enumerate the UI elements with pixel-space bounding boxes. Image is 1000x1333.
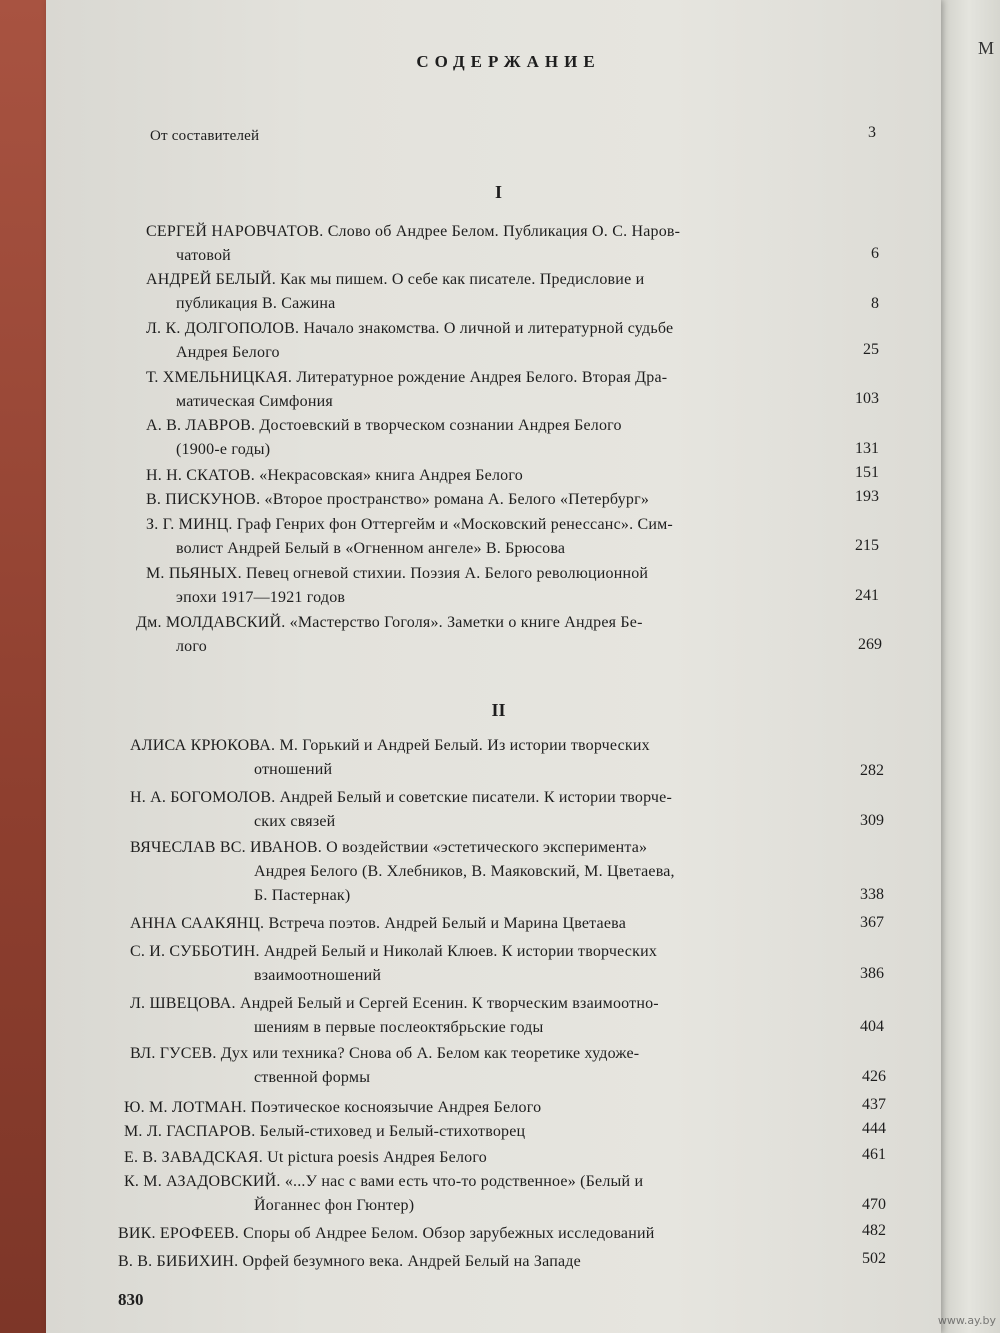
toc-page-number: 25 [863, 341, 879, 358]
toc-entry: Л. К. ДОЛГОПОЛОВ. Начало знакомства. О личной и литературной судьбе Андрея Белого [146, 320, 674, 361]
toc-entry: В. ПИСКУНОВ. «Второе пространство» романа А. Белого «Петербург» [146, 491, 650, 508]
toc-page-number: 338 [860, 886, 884, 903]
toc-entry: Н. А. БОГОМОЛОВ. Андрей Белый и советские писатели. К истории творче- ских связей [130, 789, 672, 830]
section-numeral-2: II [491, 700, 506, 720]
toc-page-number: 502 [862, 1250, 886, 1267]
toc-page-number: 8 [871, 295, 879, 312]
toc-page-number: 241 [855, 587, 879, 604]
toc-page-number: 437 [862, 1096, 886, 1113]
edge-letter: M [977, 38, 994, 58]
toc-entry: АННА СААКЯНЦ. Встреча поэтов. Андрей Белый и Марина Цветаева [130, 915, 627, 932]
toc-entry: С. И. СУББОТИН. Андрей Белый и Николай Клюев. К истории творческих взаимоотношений [130, 943, 658, 984]
toc-entry: В. В. БИБИХИН. Орфей безумного века. Андрей Белый на Западе [118, 1253, 581, 1270]
toc-entry: М. ПЬЯНЫХ. Певец огневой стихии. Поэзия А. Белого революционной эпохи 1917—1921 годов [146, 565, 649, 606]
toc-intro: От составителей [150, 128, 260, 144]
toc-page-number: 103 [855, 390, 879, 407]
watermark: www.ay.by [937, 1314, 996, 1327]
toc-page-number: 426 [862, 1068, 886, 1085]
toc-page-number: 482 [862, 1222, 886, 1239]
toc-page-number: 131 [855, 440, 879, 457]
toc-page-number: 215 [855, 537, 879, 554]
toc-page-number: 269 [858, 636, 882, 653]
toc-page-number: 461 [862, 1146, 886, 1163]
page-number: 830 [118, 1290, 144, 1309]
toc-entry: ВЛ. ГУСЕВ. Дух или техника? Снова об А. Белом как теоретике художе- ственной формы [130, 1045, 640, 1086]
toc-page-number: 151 [855, 464, 879, 481]
section-numeral-1: I [494, 182, 502, 202]
toc-entry: Н. Н. СКАТОВ. «Некрасовская» книга Андрея Белого [146, 467, 523, 484]
toc-page-number: 282 [860, 762, 884, 779]
toc-page-number: 386 [860, 965, 884, 982]
toc-page-number: 193 [855, 488, 879, 505]
toc-page-number: 470 [862, 1196, 886, 1213]
toc-entry: А. В. ЛАВРОВ. Достоевский в творческом сознании Андрея Белого (1900-е годы) [146, 417, 622, 458]
toc-entry: АЛИСА КРЮКОВА. М. Горький и Андрей Белый. Из истории творческих отношений [130, 737, 650, 778]
toc-entry: К. М. АЗАДОВСКИЙ. «...У нас с вами есть что-то родственное» (Белый и Йоганнес фон Гюнтер) [124, 1173, 644, 1214]
toc-entry: Е. В. ЗАВАДСКАЯ. Ut pictura poesis Андрея Белого [124, 1149, 487, 1166]
toc-page-number: 6 [871, 245, 879, 262]
toc-intro-page: 3 [868, 124, 876, 141]
toc-entry: М. Л. ГАСПАРОВ. Белый-стиховед и Белый-стихотворец [124, 1123, 526, 1140]
toc-entry: ВИК. ЕРОФЕЕВ. Споры об Андрее Белом. Обзор зарубежных исследований [118, 1225, 655, 1242]
toc-entry: ВЯЧЕСЛАВ ВС. ИВАНОВ. О воздействии «эстетического эксперимента» Андрея Белого (В. Хлебников, В. Маяковский, М. Цветаева, Б. Пастернак) [130, 839, 675, 904]
adjacent-page-edge [938, 0, 1000, 1333]
toc-entry: З. Г. МИНЦ. Граф Генрих фон Оттергейм и «Московский ренессанс». Сим- волист Андрей Белый в «Огненном ангеле» В. Брюсова [146, 516, 673, 557]
toc-page-number: 309 [860, 812, 884, 829]
book-page [46, 0, 941, 1333]
toc-entry: Ю. М. ЛОТМАН. Поэтическое косноязычие Андрея Белого [124, 1099, 542, 1116]
toc-entry: Т. ХМЕЛЬНИЦКАЯ. Литературное рождение Андрея Белого. Вторая Дра- матическая Симфония [146, 369, 668, 410]
toc-page-number: 404 [860, 1018, 884, 1035]
toc-page-number: 444 [862, 1120, 886, 1137]
toc-entry: СЕРГЕЙ НАРОВЧАТОВ. Слово об Андрее Белом. Публикация О. С. Наров- чатовой [146, 223, 681, 264]
toc-entry: АНДРЕЙ БЕЛЫЙ. Как мы пишем. О себе как писателе. Предисловие и публикация В. Сажина [146, 271, 645, 312]
page-title: СОДЕРЖАНИЕ [416, 52, 601, 71]
toc-entry: Дм. МОЛДАВСКИЙ. «Мастерство Гоголя». Заметки о книге Андрея Бе- лого [136, 614, 643, 655]
toc-entry: Л. ШВЕЦОВА. Андрей Белый и Сергей Есенин. К творческим взаимоотно- шениям в первые послеоктябрьские годы [130, 995, 659, 1036]
toc-page-number: 367 [860, 914, 884, 931]
